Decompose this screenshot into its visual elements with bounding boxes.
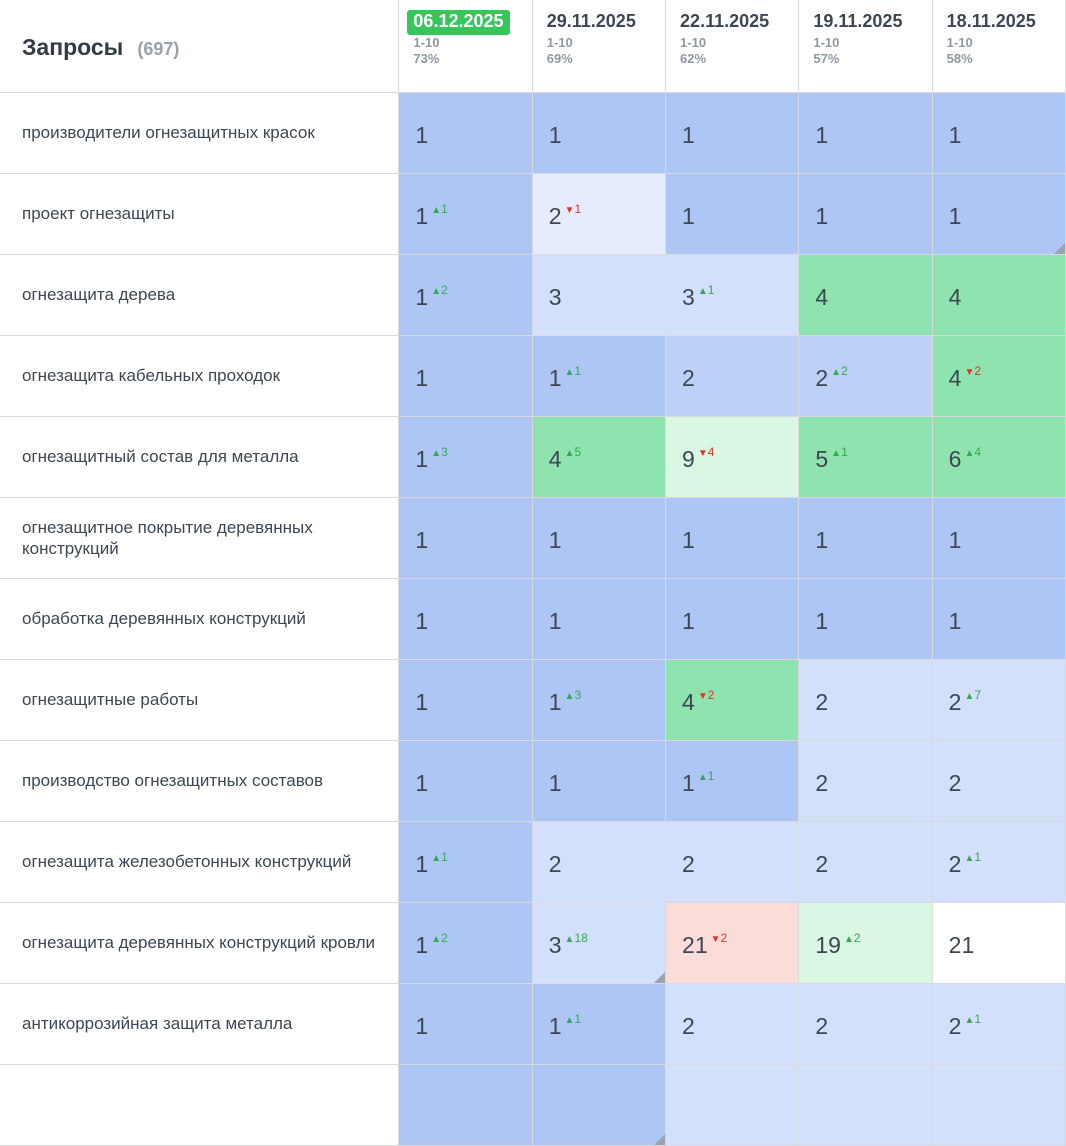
rank-cell[interactable] (799, 255, 932, 336)
rank-value: 3 (682, 283, 695, 310)
rank-cell[interactable] (666, 336, 799, 417)
rank-value: 2 (815, 769, 829, 796)
delta-value: 3 (574, 687, 582, 702)
rank-value: 1 (682, 121, 695, 148)
rank-delta (964, 1013, 981, 1026)
rank-delta (565, 365, 582, 378)
rank-value: 3 (548, 931, 562, 958)
rank-cell[interactable] (799, 174, 932, 255)
rank-value: 1 (682, 769, 695, 796)
rank-value: 1 (548, 526, 562, 553)
rank-percent: 73% (413, 51, 440, 67)
date-label[interactable]: 29.11.2025 (546, 11, 636, 31)
cell-note-corner-icon[interactable] (1054, 243, 1065, 254)
rank-value: 2 (682, 850, 695, 877)
rank-percent: 69% (546, 51, 573, 67)
rank-value: 1 (548, 121, 562, 148)
rank-value: 2 (948, 688, 962, 715)
delta-value: 7 (974, 687, 982, 702)
delta-value: 1 (574, 363, 582, 378)
date-subinfo (533, 35, 665, 68)
rank-value: 1 (415, 445, 429, 472)
rank-percent: 62% (680, 51, 707, 67)
rank-delta (831, 365, 848, 378)
delta-value: 2 (441, 282, 448, 297)
rank-value: 1 (415, 688, 429, 715)
rank-value: 1 (415, 526, 429, 553)
delta-arrow-icon: ▲ (431, 447, 442, 459)
rank-delta (431, 284, 448, 297)
rank-value: 1 (415, 850, 429, 877)
rank-cell[interactable] (666, 822, 799, 903)
rank-value: 1 (548, 688, 562, 715)
delta-value: 1 (574, 1011, 582, 1026)
delta-arrow-icon: ▲ (564, 447, 575, 459)
rank-delta (698, 284, 715, 297)
table-header (0, 0, 1066, 93)
rank-value: 1 (548, 607, 562, 634)
rank-cell[interactable] (932, 93, 1065, 174)
delta-arrow-icon: ▲ (964, 1014, 975, 1026)
rank-cell[interactable] (666, 174, 799, 255)
rank-cell[interactable] (799, 1065, 932, 1146)
date-label[interactable]: 06.12.2025 (407, 10, 509, 35)
rank-cell[interactable] (399, 336, 532, 417)
rank-cell[interactable] (932, 741, 1065, 822)
rank-cell[interactable] (799, 984, 932, 1065)
rank-cell[interactable] (399, 741, 532, 822)
delta-value: 1 (441, 849, 448, 864)
table-row (0, 417, 1066, 498)
delta-arrow-icon: ▼ (697, 447, 708, 459)
rank-delta (844, 932, 861, 945)
rank-value: 21 (948, 931, 975, 958)
rank-cell[interactable] (932, 174, 1065, 255)
rank-cell[interactable] (666, 93, 799, 174)
rank-value: 3 (548, 283, 562, 310)
rank-cell[interactable] (799, 660, 932, 741)
delta-arrow-icon: ▼ (710, 933, 721, 945)
rank-value: 19 (815, 931, 841, 958)
table-row (0, 255, 1066, 336)
rank-value: 1 (415, 607, 429, 634)
rank-cell[interactable] (666, 741, 799, 822)
rank-value: 1 (682, 202, 695, 229)
rank-delta (565, 689, 582, 702)
rank-delta (431, 203, 448, 216)
cell-note-corner-icon[interactable] (654, 1134, 665, 1145)
rank-cell[interactable] (666, 417, 799, 498)
delta-value: 1 (441, 201, 448, 216)
rank-delta (565, 932, 588, 945)
table-row (0, 1065, 1066, 1146)
rank-range: 1-10 (413, 34, 440, 50)
rank-value: 4 (948, 283, 962, 310)
rank-value: 1 (948, 202, 962, 229)
rank-delta (698, 689, 715, 702)
rank-delta (565, 203, 582, 216)
date-column-header[interactable] (799, 0, 932, 93)
delta-value: 2 (841, 363, 848, 378)
date-subinfo (666, 35, 798, 68)
rank-cell[interactable] (799, 417, 932, 498)
rank-cell[interactable] (799, 903, 932, 984)
date-label[interactable]: 18.11.2025 (946, 11, 1036, 31)
rank-delta (964, 851, 981, 864)
table-row (0, 498, 1066, 579)
delta-value: 1 (574, 201, 582, 216)
table-row (0, 579, 1066, 660)
rank-cell[interactable] (932, 660, 1065, 741)
rank-value: 2 (948, 769, 962, 796)
rank-cell[interactable] (799, 336, 932, 417)
rank-value: 1 (815, 121, 829, 148)
table-row (0, 741, 1066, 822)
delta-arrow-icon: ▲ (564, 366, 575, 378)
rank-value: 2 (815, 850, 829, 877)
rank-cell[interactable] (399, 417, 532, 498)
rank-delta (431, 851, 448, 864)
rank-value: 1 (815, 526, 829, 553)
date-subinfo (933, 35, 1065, 68)
delta-value: 2 (707, 687, 715, 702)
delta-arrow-icon: ▲ (431, 204, 442, 216)
delta-arrow-icon: ▲ (564, 690, 575, 702)
delta-arrow-icon: ▲ (564, 1014, 575, 1026)
rank-cell[interactable] (932, 984, 1065, 1065)
rank-cell[interactable] (666, 903, 799, 984)
rank-delta (964, 365, 981, 378)
query-name-cell[interactable]: обработка деревянных конструкций (0, 579, 399, 660)
rank-range: 1-10 (680, 34, 707, 50)
delta-arrow-icon: ▲ (431, 285, 442, 297)
rank-value: 2 (948, 1012, 962, 1039)
rank-cell[interactable] (532, 984, 665, 1065)
table-row (0, 174, 1066, 255)
delta-arrow-icon: ▲ (431, 933, 442, 945)
date-subinfo (799, 35, 931, 68)
rank-delta (565, 1013, 582, 1026)
rank-cell[interactable] (399, 660, 532, 741)
rank-value: 1 (682, 607, 695, 634)
query-name-cell[interactable]: производство огнезащитных составов (0, 741, 399, 822)
rank-value: 1 (415, 202, 429, 229)
rank-value: 1 (682, 526, 695, 553)
date-label[interactable]: 19.11.2025 (813, 11, 903, 31)
rank-value: 1 (415, 283, 429, 310)
query-name-cell[interactable]: огнезащитный состав для металла (0, 417, 399, 498)
rank-range: 1-10 (813, 34, 840, 50)
rank-delta (431, 446, 448, 459)
query-name-cell[interactable]: огнезащитные работы (0, 660, 399, 741)
delta-arrow-icon: ▲ (964, 447, 975, 459)
rank-cell[interactable] (666, 984, 799, 1065)
rank-cell[interactable] (666, 1065, 799, 1146)
rank-value: 2 (682, 364, 695, 391)
table-row (0, 903, 1066, 984)
rank-delta (565, 446, 582, 459)
rank-value: 1 (415, 364, 429, 391)
rank-value: 1 (948, 526, 962, 553)
date-column-header[interactable] (532, 0, 665, 93)
rank-value: 2 (815, 1012, 829, 1039)
delta-value: 4 (974, 444, 982, 459)
rank-cell[interactable] (399, 903, 532, 984)
rank-cell[interactable] (932, 1065, 1065, 1146)
rank-value: 2 (548, 850, 562, 877)
rank-value: 6 (948, 445, 962, 472)
rank-cell[interactable] (399, 174, 532, 255)
rank-cell[interactable] (399, 498, 532, 579)
rank-cell[interactable] (799, 93, 932, 174)
rank-range: 1-10 (546, 34, 573, 50)
date-column-header[interactable] (932, 0, 1065, 93)
rank-cell[interactable] (932, 255, 1065, 336)
query-name-cell[interactable]: антикоррозийная защита металла (0, 984, 399, 1065)
rank-cell[interactable] (932, 903, 1065, 984)
rank-cell[interactable] (932, 336, 1065, 417)
rank-cell[interactable] (399, 984, 532, 1065)
rank-value: 4 (815, 283, 829, 310)
delta-arrow-icon: ▲ (697, 771, 708, 783)
date-column-header[interactable] (666, 0, 799, 93)
rank-value: 21 (682, 931, 708, 958)
query-name-cell[interactable]: огнезащитное покрытие деревянных конструкций (0, 498, 399, 579)
delta-value: 4 (707, 444, 715, 459)
rank-cell[interactable] (399, 579, 532, 660)
rank-cell[interactable] (666, 498, 799, 579)
delta-value: 1 (707, 768, 715, 783)
rank-value: 1 (548, 1012, 562, 1039)
rank-cell[interactable] (799, 822, 932, 903)
rank-cell[interactable] (532, 579, 665, 660)
date-subinfo (399, 35, 531, 68)
rank-value: 2 (948, 850, 962, 877)
delta-value: 5 (574, 444, 582, 459)
page-title: Запросы (22, 34, 124, 60)
rank-value: 1 (815, 202, 829, 229)
query-name-cell[interactable]: огнезащита кабельных проходок (0, 336, 399, 417)
query-name-cell[interactable] (0, 1065, 399, 1146)
rank-percent: 58% (946, 51, 973, 67)
rank-cell[interactable] (399, 255, 532, 336)
delta-value: 1 (841, 444, 848, 459)
rank-cell[interactable] (532, 93, 665, 174)
rank-cell[interactable] (532, 1065, 665, 1146)
delta-arrow-icon: ▲ (831, 366, 842, 378)
query-count: (697) (137, 39, 180, 59)
rank-value: 1 (948, 121, 962, 148)
delta-value: 2 (974, 363, 982, 378)
rank-delta (711, 932, 728, 945)
rank-cell[interactable] (532, 255, 665, 336)
delta-arrow-icon: ▲ (843, 933, 854, 945)
rank-value: 2 (815, 688, 829, 715)
delta-value: 1 (974, 849, 982, 864)
table-row (0, 822, 1066, 903)
rank-cell[interactable] (532, 660, 665, 741)
rank-cell[interactable] (399, 93, 532, 174)
rank-cell[interactable] (799, 498, 932, 579)
rank-percent: 57% (813, 51, 840, 67)
rank-cell[interactable] (666, 579, 799, 660)
rank-value: 2 (815, 364, 829, 391)
rank-value: 4 (548, 445, 562, 472)
query-name-cell[interactable]: огнезащита железобетонных конструкций (0, 822, 399, 903)
table-row (0, 660, 1066, 741)
rank-value: 1 (415, 1012, 429, 1039)
delta-value: 18 (574, 930, 588, 945)
rank-value: 1 (815, 607, 829, 634)
rank-delta (698, 770, 715, 783)
query-name-cell[interactable]: огнезащита деревянных конструкций кровли (0, 903, 399, 984)
delta-arrow-icon: ▲ (964, 690, 975, 702)
rank-value: 4 (948, 364, 962, 391)
rank-value: 2 (682, 1012, 695, 1039)
delta-arrow-icon: ▼ (697, 690, 708, 702)
delta-value: 2 (720, 930, 728, 945)
table-row (0, 336, 1066, 417)
rank-value: 9 (682, 445, 695, 472)
rank-cell[interactable] (532, 498, 665, 579)
rank-value: 1 (415, 121, 429, 148)
rank-cell[interactable] (932, 498, 1065, 579)
rank-value: 1 (415, 931, 429, 958)
rank-cell[interactable] (399, 822, 532, 903)
date-column-header[interactable] (399, 0, 532, 93)
rank-cell[interactable] (532, 903, 665, 984)
rank-cell[interactable] (799, 741, 932, 822)
rank-value: 2 (548, 202, 562, 229)
delta-arrow-icon: ▲ (564, 933, 575, 945)
delta-arrow-icon: ▲ (964, 852, 975, 864)
rank-cell[interactable] (532, 174, 665, 255)
table-row (0, 984, 1066, 1065)
rank-value: 4 (682, 688, 695, 715)
delta-value: 3 (441, 444, 448, 459)
delta-arrow-icon: ▼ (964, 366, 975, 378)
rank-cell[interactable] (532, 822, 665, 903)
delta-arrow-icon: ▲ (431, 852, 442, 864)
delta-value: 1 (707, 282, 715, 297)
cell-note-corner-icon[interactable] (654, 972, 665, 983)
rank-delta (431, 932, 448, 945)
date-label[interactable]: 22.11.2025 (680, 11, 770, 31)
rank-delta (698, 446, 715, 459)
rank-delta (964, 446, 981, 459)
delta-value: 1 (974, 1011, 982, 1026)
rank-delta (964, 689, 981, 702)
delta-arrow-icon: ▲ (697, 285, 708, 297)
rank-cell[interactable] (932, 417, 1065, 498)
table-body (0, 93, 1066, 1146)
rank-range: 1-10 (946, 34, 973, 50)
query-name-cell[interactable]: огнезащита дерева (0, 255, 399, 336)
rank-cell[interactable] (532, 417, 665, 498)
rank-cell[interactable] (666, 660, 799, 741)
table-row (0, 93, 1066, 174)
rank-cell[interactable] (532, 336, 665, 417)
delta-value: 2 (853, 930, 861, 945)
rank-cell[interactable] (932, 579, 1065, 660)
query-name-cell[interactable]: проект огнезащиты (0, 174, 399, 255)
rank-cell[interactable] (532, 741, 665, 822)
query-name-cell[interactable]: производители огнезащитных красок (0, 93, 399, 174)
queries-column-header[interactable] (0, 0, 399, 93)
rank-value: 1 (548, 364, 562, 391)
delta-arrow-icon: ▼ (564, 204, 575, 216)
rank-value: 1 (948, 607, 962, 634)
rank-cell[interactable] (932, 822, 1065, 903)
rank-cell[interactable] (666, 255, 799, 336)
rank-value: 5 (815, 445, 829, 472)
rank-cell[interactable] (399, 1065, 532, 1146)
delta-value: 2 (441, 930, 448, 945)
rank-value: 1 (415, 769, 429, 796)
rank-value: 1 (548, 769, 562, 796)
delta-arrow-icon: ▲ (831, 447, 842, 459)
rank-cell[interactable] (799, 579, 932, 660)
rank-delta (831, 446, 848, 459)
